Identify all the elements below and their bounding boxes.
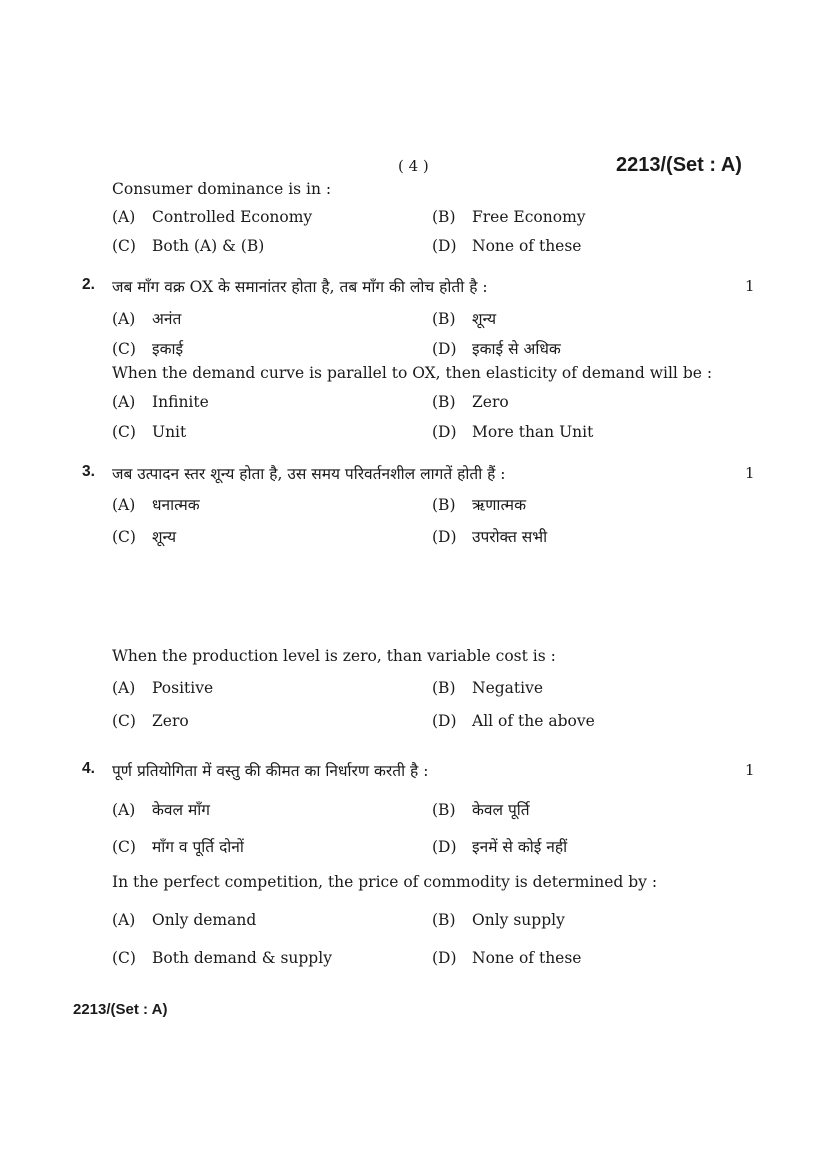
q4-en-option-b: (B) Only supply xyxy=(432,911,565,929)
paper-code: 2213/(Set : A) xyxy=(616,154,742,176)
q2-hi-option-c: (C) इकाई xyxy=(112,340,184,358)
q4-en-option-d: (D) None of these xyxy=(432,949,582,967)
q2-hi-option-a: (A) अनंत xyxy=(112,310,182,328)
q2-en-option-d: (D) More than Unit xyxy=(432,423,594,441)
q1-en-option-a: (A) Controlled Economy xyxy=(112,208,313,226)
q2-hi-option-d: (D) इकाई से अधिक xyxy=(432,340,561,358)
q3-number: 3. xyxy=(82,463,95,480)
q2-english-text: When the demand curve is parallel to OX, then elasticity of demand will be : xyxy=(112,364,713,382)
q3-marks: 1 xyxy=(745,464,755,482)
q4-hi-option-b: (B) केवल पूर्ति xyxy=(432,801,530,819)
q3-en-option-a: (A) Positive xyxy=(112,679,214,697)
q4-hindi-text: पूर्ण प्रतियोगिता में वस्तु की कीमत का निर्धारण करती है : xyxy=(112,762,429,780)
q2-hindi-text: जब माँग वक्र OX के समानांतर होता है, तब माँग की लोच होती है : xyxy=(112,278,488,296)
q4-english-text: In the perfect competition, the price of commodity is determined by : xyxy=(112,873,658,891)
q3-hi-option-d: (D) उपरोक्त सभी xyxy=(432,528,548,546)
page-number: ( 4 ) xyxy=(398,157,429,175)
q3-en-option-d: (D) All of the above xyxy=(432,712,595,730)
q3-hi-option-c: (C) शून्य xyxy=(112,528,177,546)
q2-en-option-b: (B) Zero xyxy=(432,393,509,411)
q3-hi-option-b: (B) ऋणात्मक xyxy=(432,496,526,514)
q3-en-option-b: (B) Negative xyxy=(432,679,544,697)
q4-hi-option-a: (A) केवल माँग xyxy=(112,801,210,819)
q2-hi-option-b: (B) शून्य xyxy=(432,310,497,328)
q4-hi-option-c: (C) माँग व पूर्ति दोनों xyxy=(112,838,244,856)
q2-en-option-c: (C) Unit xyxy=(112,423,187,441)
q1-en-option-d: (D) None of these xyxy=(432,237,582,255)
q4-marks: 1 xyxy=(745,761,755,779)
q2-en-option-a: (A) Infinite xyxy=(112,393,209,411)
q1-en-option-b: (B) Free Economy xyxy=(432,208,586,226)
q2-marks: 1 xyxy=(745,277,755,295)
q1-english-text: Consumer dominance is in : xyxy=(112,180,332,198)
q1-en-option-c: (C) Both (A) & (B) xyxy=(112,237,265,255)
q3-hi-option-a: (A) धनात्मक xyxy=(112,496,200,514)
q3-hindi-text: जब उत्पादन स्तर शून्य होता है, उस समय परिवर्तनशील लागतें होती हैं : xyxy=(112,465,506,483)
q4-number: 4. xyxy=(82,760,95,777)
q2-number: 2. xyxy=(82,276,95,293)
q4-en-option-c: (C) Both demand & supply xyxy=(112,949,332,967)
q4-hi-option-d: (D) इनमें से कोई नहीं xyxy=(432,838,568,856)
q3-en-option-c: (C) Zero xyxy=(112,712,189,730)
q3-english-text: When the production level is zero, than variable cost is : xyxy=(112,647,556,665)
footer-paper-code: 2213/(Set : A) xyxy=(73,1001,168,1018)
q4-en-option-a: (A) Only demand xyxy=(112,911,257,929)
